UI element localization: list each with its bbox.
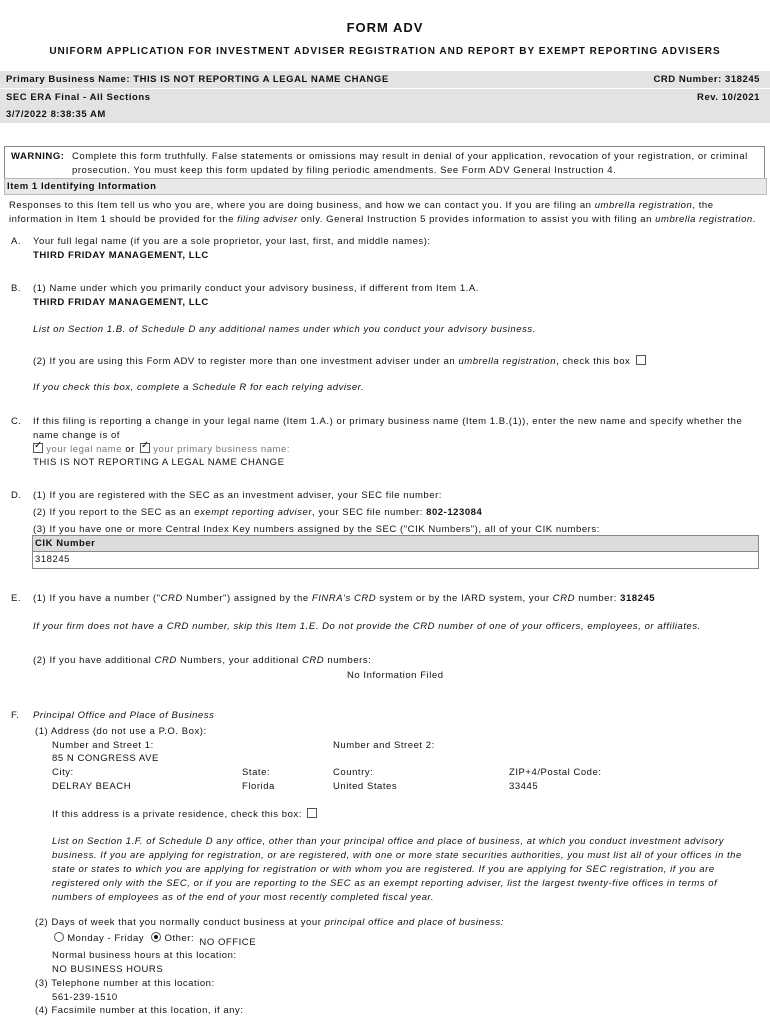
question-text: , check this box: [556, 356, 631, 367]
item-d-letter: D.: [11, 490, 22, 501]
primary-business-name: Primary Business Name: THIS IS NOT REPORTING A LEGAL NAME CHANGE: [6, 74, 389, 85]
crd-value: 318245: [620, 593, 656, 604]
city-label: City:: [52, 767, 74, 778]
item-f-question-1: (1) Address (do not use a P.O. Box):: [35, 726, 207, 737]
primary-name-label: your primary business name:: [153, 444, 291, 455]
state-value: Florida: [242, 781, 275, 792]
question-term: CRD: [154, 655, 177, 666]
item-b-question-2: [33, 355, 646, 367]
cik-table: [32, 535, 759, 569]
section-label: SEC ERA Final - All Sections: [6, 92, 151, 103]
item-b-question-1: (1) Name under which you primarily conduct your advisory business, if different from Item 1.A.: [33, 283, 479, 294]
intro-term: umbrella registration: [594, 200, 693, 211]
intro-text: , the: [692, 200, 714, 211]
item-f-question-2: [35, 917, 504, 928]
question-text: (2) Days of week that you normally conduct business at your: [35, 917, 325, 928]
header-band-3: [0, 106, 770, 123]
question-text: , your SEC file number:: [312, 507, 427, 518]
item-d-question-3: (3) If you have one or more Central Index Key numbers assigned by the SEC ("CIK Numbers"), all of your CIK numbers:: [33, 524, 600, 535]
intro-term: filing adviser: [237, 214, 298, 225]
intro-text: Responses to this Item tell us who you are, where you are doing business, and how we can contact you. If you are filing an: [9, 200, 595, 211]
question-term: exempt reporting adviser: [194, 507, 313, 518]
question-term: FINRA's CRD: [311, 593, 377, 604]
private-residence-row: [52, 808, 317, 820]
item-c-letter: C.: [11, 416, 22, 427]
monday-friday-radio[interactable]: [54, 932, 64, 942]
zip-label: ZIP+4/Postal Code:: [509, 767, 602, 778]
item-e-letter: E.: [11, 593, 22, 604]
item-c-question-2: name change is of: [33, 430, 120, 441]
item-f-letter: F.: [11, 710, 20, 721]
form-subtitle: UNIFORM APPLICATION FOR INVESTMENT ADVISER REGISTRATION AND REPORT BY EXEMPT REPORTING ADVISERS: [49, 46, 721, 57]
monday-friday-label: Monday - Friday: [67, 933, 145, 944]
item-e-note: If your firm does not have a CRD number, skip this Item 1.E. Do not provide the CRD number of one of your officers, employees, or affiliates.: [33, 621, 701, 632]
warning-label: WARNING:: [11, 151, 65, 162]
hours-label: Normal business hours at this location:: [52, 950, 237, 961]
private-residence-checkbox[interactable]: [307, 808, 317, 818]
zip-value: 33445: [509, 781, 539, 792]
question-text: number:: [575, 593, 621, 604]
street1-label: Number and Street 1:: [52, 740, 154, 751]
warning-line-1: Complete this form truthfully. False statements or omissions may result in denial of your application, revocation of your registration, or criminal: [72, 151, 748, 162]
intro-term: umbrella registration: [655, 214, 753, 225]
item-f-heading: Principal Office and Place of Business: [33, 710, 215, 721]
cik-table-header: CIK Number: [33, 536, 758, 552]
question-text: Numbers, your additional: [176, 655, 302, 666]
cik-table-cell: 318245: [35, 554, 71, 565]
state-label: State:: [242, 767, 271, 778]
item-f-question-3: (3) Telephone number at this location:: [35, 978, 215, 989]
country-value: United States: [333, 781, 398, 792]
country-label: Country:: [333, 767, 374, 778]
item-b-note-1: List on Section 1.B. of Schedule D any additional names under which you conduct your advisory business.: [33, 324, 536, 335]
question-term: umbrella registration: [458, 356, 557, 367]
item-c-answer: THIS IS NOT REPORTING A LEGAL NAME CHANGE: [33, 457, 285, 468]
primary-name-checkbox[interactable]: [140, 443, 150, 453]
item1-intro-line-1: [9, 200, 714, 211]
legal-name-checkbox[interactable]: [33, 443, 43, 453]
item-d-question-2: [33, 507, 482, 518]
question-term: principal office and place of business:: [324, 917, 504, 928]
item-c-question-1: If this filing is reporting a change in your legal name (Item 1.A.) or primary business name (Item 1.B.(1)), enter the new name and specify whether the: [33, 416, 743, 427]
item-b-letter: B.: [11, 283, 22, 294]
legal-name-label: your legal name: [46, 444, 123, 455]
item-e-question-1: [33, 593, 655, 604]
item1-intro-line-2: [9, 214, 756, 225]
question-text: Number") assigned by the: [182, 593, 312, 604]
form-title: FORM ADV: [346, 20, 424, 35]
question-text: (2) If you report to the SEC as an: [33, 507, 195, 518]
other-value: NO OFFICE: [199, 937, 257, 948]
item-b-answer: THIRD FRIDAY MANAGEMENT, LLC: [33, 297, 209, 308]
umbrella-checkbox[interactable]: [636, 355, 646, 365]
question-text: system or by the IARD system, your: [376, 593, 553, 604]
item-e-answer-2: No Information Filed: [347, 670, 444, 681]
private-residence-label: If this address is a private residence, check this box:: [52, 809, 302, 820]
item-f-list-note: List on Section 1.F. of Schedule D any office, other than your principal office and place of business, at which you conduct investment advisory business. If you are applying for registration, or are registered, with one or more state securities authorities, you must list all of your offices in the state or states to which you are applying for registration or with whom you are registered. If you are applying for SEC registration, if you are registered only with the SEC, or if you are reporting to the SEC as an exempt reporting adviser, list the largest twenty-five offices in terms of numbers of employees as of the end of your most recently completed fiscal year.: [52, 836, 742, 903]
sec-file-number: 802-123084: [426, 507, 483, 518]
intro-text: .: [752, 214, 756, 225]
days-options: [54, 932, 257, 948]
other-radio[interactable]: [151, 932, 161, 942]
question-text: (2) If you are using this Form ADV to register more than one investment adviser under an: [33, 356, 459, 367]
question-text: numbers:: [324, 655, 372, 666]
question-term: CRD: [301, 655, 325, 666]
intro-text: only. General Instruction 5 provides information to assist you with filing an: [297, 214, 656, 225]
question-text: (2) If you have additional: [33, 655, 155, 666]
item-f-question-4: (4) Facsimile number at this location, if any:: [35, 1005, 244, 1016]
question-term: CRD: [552, 593, 576, 604]
question-text: (1) If you have a number (": [33, 593, 161, 604]
item-d-question-1: (1) If you are registered with the SEC as an investment adviser, your SEC file number:: [33, 490, 442, 501]
warning-line-2: prosecution. You must keep this form updated by filing periodic amendments. See Form ADV General Instruction 4.: [72, 165, 617, 176]
item-c-options: [33, 443, 290, 455]
item-e-question-2: [33, 655, 371, 666]
crd-number: CRD Number: 318245: [653, 74, 760, 85]
hours-value: NO BUSINESS HOURS: [52, 964, 164, 975]
item-b-note-2: If you check this box, complete a Schedule R for each relying adviser.: [33, 382, 365, 393]
phone-value: 561-239-1510: [52, 992, 118, 1003]
item-a-answer: THIRD FRIDAY MANAGEMENT, LLC: [33, 250, 209, 261]
city-value: DELRAY BEACH: [52, 781, 132, 792]
other-label: Other:: [164, 933, 195, 944]
timestamp: 3/7/2022 8:38:35 AM: [6, 109, 106, 120]
item-a-question: Your full legal name (if you are a sole proprietor, your last, first, and middle names):: [33, 236, 431, 247]
street1-value: 85 N CONGRESS AVE: [52, 753, 159, 764]
street2-label: Number and Street 2:: [333, 740, 435, 751]
item1-heading: Item 1 Identifying Information: [7, 181, 157, 192]
intro-text: information in Item 1 should be provided for the: [9, 214, 238, 225]
rev-label: Rev. 10/2021: [697, 92, 760, 103]
or-text: or: [125, 444, 135, 455]
question-term: CRD: [160, 593, 183, 604]
item-a-letter: A.: [11, 236, 22, 247]
